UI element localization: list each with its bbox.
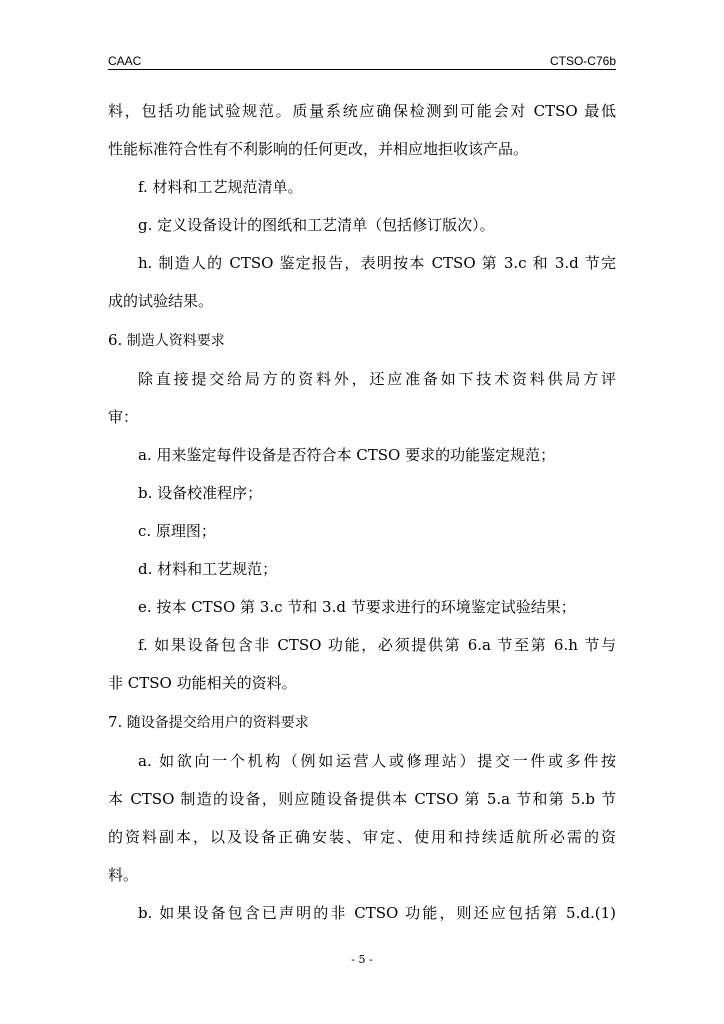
list-item-h: h. 制造人的 CTSO 鉴定报告，表明按本 CTSO 第 3.c 和 3.d 节完 [138,254,616,272]
list-item-d: d. 材料和工艺规范； [138,560,278,578]
list-item-f: f. 材料和工艺规范清单。 [138,178,303,196]
list-item-b-2: b. 如果设备包含已声明的非 CTSO 功能，则还应包括第 5.d.(1) [138,904,616,922]
header-divider [108,69,616,70]
list-item-a: a. 用来鉴定每件设备是否符合本 CTSO 要求的功能鉴定规范； [138,446,556,464]
section-number: 6. [108,331,123,349]
paragraph-line: 料。 [108,866,139,884]
list-item-a-2: a. 如欲向一个机构（例如运营人或修理站）提交一件或多件按 [138,752,616,770]
page-header [108,52,616,70]
section-number: 7. [108,713,123,731]
list-item-c: c. 原理图； [138,522,216,540]
paragraph-line: 审： [108,408,139,426]
paragraph-line: 非 CTSO 功能相关的资料。 [108,674,297,692]
section-title: 随设备提交给用户的资料要求 [126,715,309,731]
list-item-g: g. 定义设备设计的图纸和工艺清单（包括修订版次）。 [138,216,495,234]
paragraph-line: 料，包括功能试验规范。质量系统应确保检测到可能会对 CTSO 最低 [108,102,616,120]
header-left-label: CAAC [108,54,142,68]
list-item-e: e. 按本 CTSO 第 3.c 节和 3.d 节要求进行的环境鉴定试验结果； [138,598,576,616]
paragraph-line: 性能标准符合性有不利影响的任何更改，并相应地拒收该产品。 [108,140,529,158]
paragraph-line: 的资料副本，以及设备正确安装、审定、使用和持续适航所必需的资 [108,828,616,846]
section-title: 制造人资料要求 [126,333,225,349]
header-document-id: CTSO-C76b [549,54,616,68]
page-number: - 5 - [351,953,373,966]
list-item-f-2: f. 如果设备包含非 CTSO 功能，必须提供第 6.a 节至第 6.h 节与 [138,636,616,654]
section-heading-6 [108,320,616,360]
paragraph-line: 本 CTSO 制造的设备，则应随设备提供本 CTSO 第 5.a 节和第 5.b 节 [108,790,616,808]
section-heading-7 [108,702,616,742]
paragraph-line: 除直接提交给局方的资料外，还应准备如下技术资料供局方评 [138,370,616,388]
document-body [108,92,616,932]
paragraph-line: 成的试验结果。 [108,292,214,310]
list-item-b: b. 设备校准程序； [138,484,263,502]
